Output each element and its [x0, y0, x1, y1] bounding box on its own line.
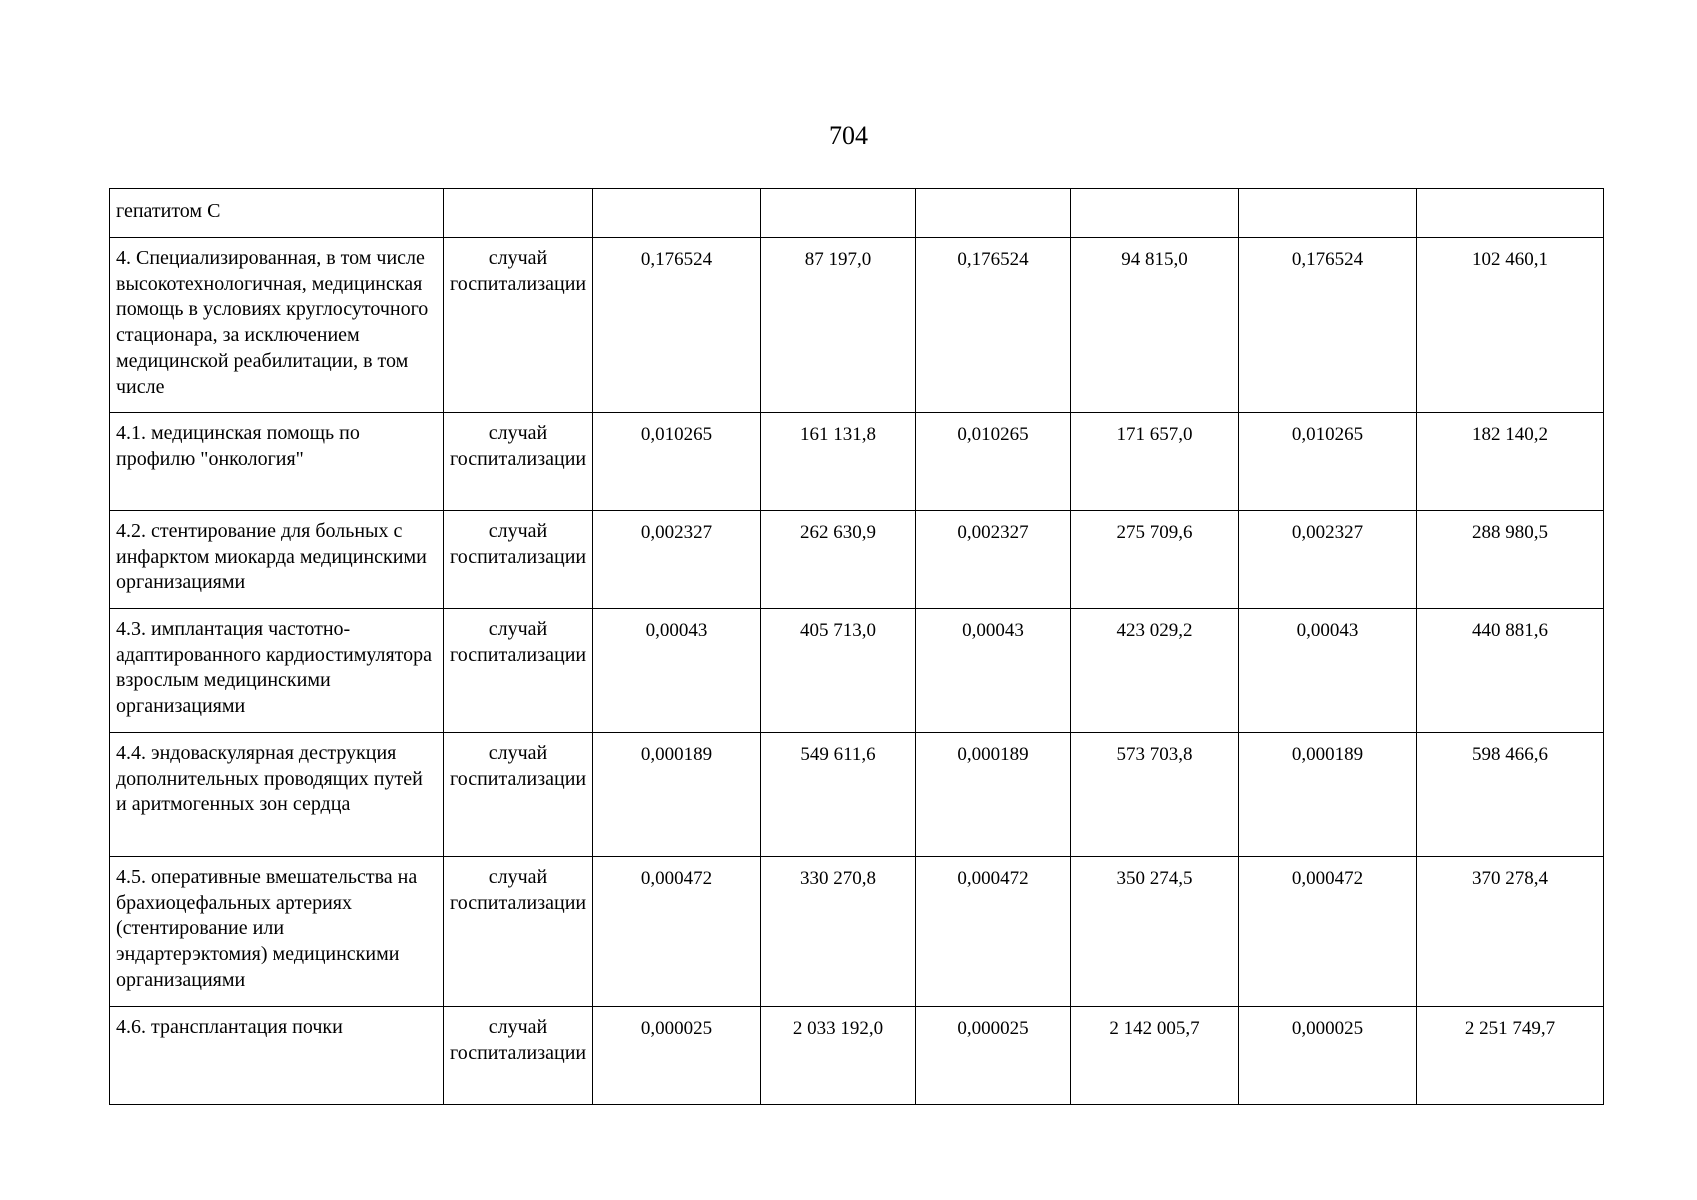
- row-value: 0,000472: [1239, 857, 1417, 1007]
- row-value: 161 131,8: [761, 413, 916, 511]
- table-row: [110, 413, 1604, 511]
- row-value: 288 980,5: [1417, 511, 1604, 609]
- row-description: 4.1. медицинская помощь по профилю "онкология": [110, 413, 444, 511]
- row-value: 0,00043: [1239, 609, 1417, 733]
- row-value: 0,176524: [593, 238, 761, 413]
- row-unit: случай госпитализации: [444, 413, 593, 511]
- row-value: 0,000025: [593, 1007, 761, 1105]
- row-value: 102 460,1: [1417, 238, 1604, 413]
- row-unit: случай госпитализации: [444, 609, 593, 733]
- row-value: 0,00043: [916, 609, 1071, 733]
- row-value: 94 815,0: [1071, 238, 1239, 413]
- row-value: [593, 189, 761, 238]
- table-row: [110, 857, 1604, 1007]
- row-value: 0,010265: [1239, 413, 1417, 511]
- row-description: 4. Специализированная, в том числе высокотехнологичная, медицинская помощь в условиях круглосуточного стационара, за исключением медицинской реабилитации, в том числе: [110, 238, 444, 413]
- row-value: 0,000472: [916, 857, 1071, 1007]
- row-description: 4.3. имплантация частотно-адаптированного кардиостимулятора взрослым медицинскими организациями: [110, 609, 444, 733]
- table-row: [110, 238, 1604, 413]
- row-unit: случай госпитализации: [444, 1007, 593, 1105]
- row-value: 0,010265: [916, 413, 1071, 511]
- row-value: [916, 189, 1071, 238]
- row-value: 440 881,6: [1417, 609, 1604, 733]
- row-unit: случай госпитализации: [444, 238, 593, 413]
- row-value: 0,000189: [593, 733, 761, 857]
- row-value: 598 466,6: [1417, 733, 1604, 857]
- row-unit: случай госпитализации: [444, 733, 593, 857]
- table-row: [110, 511, 1604, 609]
- row-value: 0,000472: [593, 857, 761, 1007]
- row-value: 275 709,6: [1071, 511, 1239, 609]
- row-unit: [444, 189, 593, 238]
- table-body: [110, 189, 1604, 1105]
- row-value: 87 197,0: [761, 238, 916, 413]
- row-value: 549 611,6: [761, 733, 916, 857]
- row-value: 0,002327: [593, 511, 761, 609]
- row-value: 0,176524: [1239, 238, 1417, 413]
- row-value: 2 033 192,0: [761, 1007, 916, 1105]
- row-value: [1239, 189, 1417, 238]
- row-unit: случай госпитализации: [444, 511, 593, 609]
- row-value: 2 251 749,7: [1417, 1007, 1604, 1105]
- data-table: [109, 188, 1604, 1105]
- table-row: [110, 1007, 1604, 1105]
- table-row: [110, 733, 1604, 857]
- row-value: 0,000189: [916, 733, 1071, 857]
- row-value: 182 140,2: [1417, 413, 1604, 511]
- row-value: 0,000189: [1239, 733, 1417, 857]
- row-unit: случай госпитализации: [444, 857, 593, 1007]
- row-value: 0,176524: [916, 238, 1071, 413]
- row-value: 573 703,8: [1071, 733, 1239, 857]
- row-description: 4.4. эндоваскулярная деструкция дополнительных проводящих путей и аритмогенных зон сердца: [110, 733, 444, 857]
- row-description: 4.5. оперативные вмешательства на брахиоцефальных артериях (стентирование или эндартерэктомия) медицинскими организациями: [110, 857, 444, 1007]
- table-row: [110, 609, 1604, 733]
- row-description: 4.6. трансплантация почки: [110, 1007, 444, 1105]
- row-value: 405 713,0: [761, 609, 916, 733]
- row-value: 423 029,2: [1071, 609, 1239, 733]
- row-value: 262 630,9: [761, 511, 916, 609]
- page-number: 704: [829, 121, 868, 150]
- row-value: 0,000025: [1239, 1007, 1417, 1105]
- row-value: 370 278,4: [1417, 857, 1604, 1007]
- row-value: 0,00043: [593, 609, 761, 733]
- row-value: 0,000025: [916, 1007, 1071, 1105]
- row-value: 2 142 005,7: [1071, 1007, 1239, 1105]
- row-value: 330 270,8: [761, 857, 916, 1007]
- row-description: 4.2. стентирование для больных с инфарктом миокарда медицинскими организациями: [110, 511, 444, 609]
- row-value: 0,002327: [1239, 511, 1417, 609]
- table-row: [110, 189, 1604, 238]
- row-value: [1071, 189, 1239, 238]
- row-value: [1417, 189, 1604, 238]
- row-value: 171 657,0: [1071, 413, 1239, 511]
- row-value: 0,002327: [916, 511, 1071, 609]
- row-value: 350 274,5: [1071, 857, 1239, 1007]
- row-value: 0,010265: [593, 413, 761, 511]
- row-description: гепатитом С: [110, 189, 444, 238]
- row-value: [761, 189, 916, 238]
